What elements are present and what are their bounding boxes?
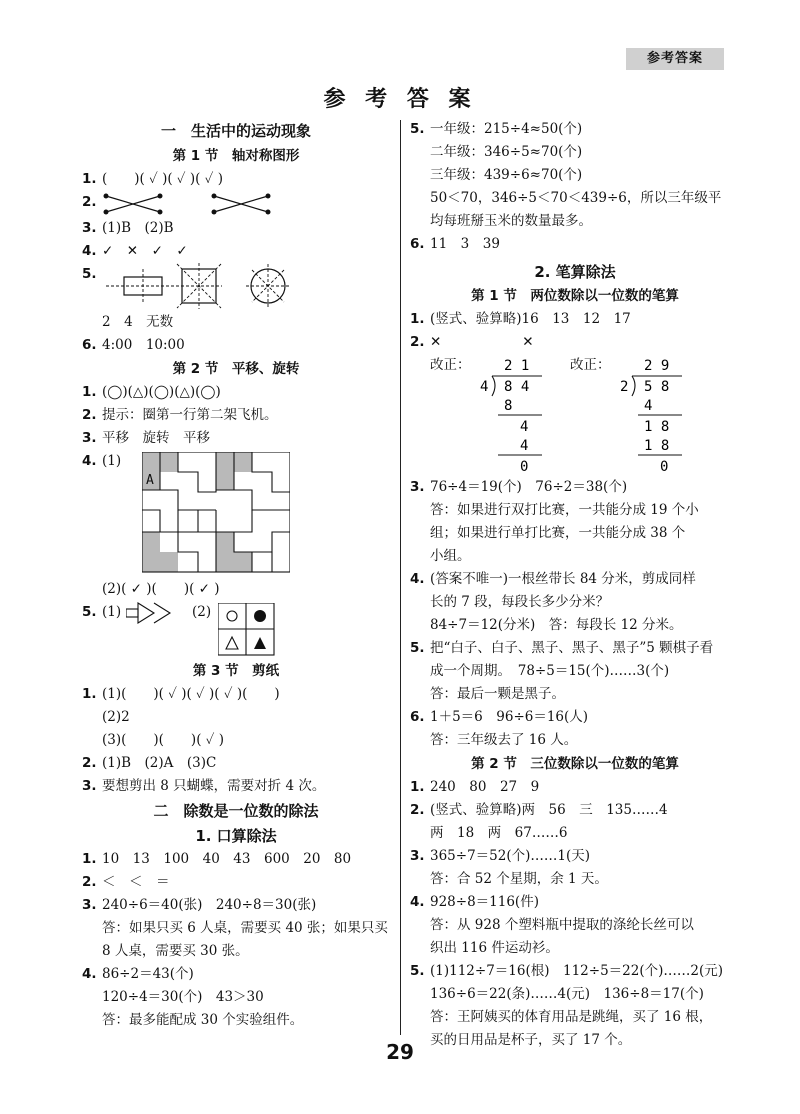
question-number: 5.	[82, 266, 97, 282]
answer-line	[82, 963, 390, 986]
answer-text: (竖式、验算略)16 13 12 17	[430, 311, 631, 327]
answer-line	[410, 960, 740, 983]
answer-text: 买的日用品是杯子，买了 17 个。	[430, 1032, 632, 1048]
answer-line	[410, 614, 740, 637]
remainder: 0	[660, 459, 669, 474]
question-number: 5.	[82, 604, 97, 620]
quotient: 2 9	[644, 358, 670, 374]
subtrahend: 4	[644, 398, 653, 414]
question-number: 1.	[82, 171, 97, 187]
answer-line	[82, 334, 390, 357]
answer-line	[410, 522, 740, 545]
answer-text: (2)2	[102, 709, 130, 725]
answer-text: (1)( )( ✓ )( ✓ )( ✓ )( )	[102, 686, 280, 702]
answer-line	[82, 578, 390, 601]
answer-text: 织出 116 件运动衫。	[430, 940, 559, 956]
answer-text: (1)B (2)B	[102, 220, 174, 236]
question-number: 3.	[410, 848, 425, 864]
question-number: 6.	[410, 709, 425, 725]
answer-text: (竖式、验算略)两 56 三 135……4	[430, 802, 668, 818]
question-number: 3.	[410, 479, 425, 495]
question-number: 1.	[410, 779, 425, 795]
answer-line	[410, 822, 740, 845]
answer-line	[82, 706, 390, 729]
answer-line	[410, 1006, 740, 1029]
correction-label: 改正：	[430, 357, 471, 373]
answer-line	[410, 164, 740, 187]
question-number: 3.	[82, 897, 97, 913]
answer-line	[82, 917, 390, 940]
question-number: 4.	[82, 453, 97, 469]
answer-line	[410, 331, 740, 354]
answer-line	[410, 210, 740, 233]
answer-text: 成一个周期。 78÷5＝15(个)……3(个)	[430, 663, 670, 679]
answer-line	[410, 845, 740, 868]
answer-line	[410, 729, 740, 752]
question-number: 4.	[82, 966, 97, 982]
answer-text: 答：最后一颗是黑子。	[430, 686, 565, 702]
page-number: 29	[386, 1040, 414, 1064]
answer-text: 答：如果只买 6 人桌，需要买 40 张；如果只买	[102, 920, 388, 936]
question-number: 2.	[82, 874, 97, 890]
answer-line	[410, 141, 740, 164]
answer-text: 两 18 两 67……6	[430, 825, 568, 841]
answer-line	[410, 476, 740, 499]
subtrahend: 4	[520, 438, 529, 454]
question-number: 4.	[410, 894, 425, 910]
unit-1-title: 一 生活中的运动现象	[160, 122, 311, 140]
question-number: 6.	[410, 236, 425, 252]
answer-text: 928÷8＝116(件)	[430, 894, 539, 910]
answer-text: ＜ ＜ ＝	[102, 874, 170, 890]
answer-line	[82, 404, 390, 427]
column-divider	[400, 120, 401, 1035]
long-division-1	[458, 354, 558, 474]
answer-line	[82, 894, 390, 917]
question-number: 1.	[82, 686, 97, 702]
answer-line	[410, 187, 740, 210]
question-number: 5.	[410, 640, 425, 656]
answer-line	[82, 848, 390, 871]
answer-text: 均每班掰玉米的数量最多。	[430, 213, 592, 229]
answer-text: 答：三年级去了 16 人。	[430, 732, 578, 748]
divisor: 2	[620, 379, 629, 395]
right-column	[410, 118, 740, 1052]
answer-line	[82, 217, 390, 240]
answer-text: 平移 旋转 平移	[102, 430, 210, 446]
answer-line	[82, 450, 390, 578]
answer-line	[410, 891, 740, 914]
answer-text: 答：如果进行双打比赛，一共能分成 19 个小	[430, 502, 699, 518]
answer-line	[410, 591, 740, 614]
symmetry-axes-figure	[102, 263, 302, 309]
answer-line	[410, 937, 740, 960]
question-number: 1.	[410, 311, 425, 327]
answer-line	[410, 1029, 740, 1052]
section-2-title: 第 2 节 平移、旋转	[172, 361, 300, 377]
right-section-1-title: 第 1 节 两位数除以一位数的笔算	[471, 288, 679, 304]
answer-line	[82, 311, 390, 334]
answer-text: (2)	[192, 604, 212, 620]
answer-text: 120÷4＝30(个) 43＞30	[102, 989, 264, 1005]
dividend: 8 4	[504, 379, 530, 395]
answer-text: 一年级：215÷4≈50(个)	[430, 121, 583, 137]
answer-text: 50＜70，346÷5＜70＜439÷6，所以三年级平	[430, 190, 722, 206]
rotated-arrow-figure	[126, 601, 186, 625]
answer-line	[410, 545, 740, 568]
question-number: 3.	[82, 430, 97, 446]
answer-text: 86÷2＝43(个)	[102, 966, 194, 982]
answer-line	[82, 986, 390, 1009]
answer-line	[410, 914, 740, 937]
answer-line	[410, 118, 740, 141]
answer-text: 提示：圈第一行第二架飞机。	[102, 407, 278, 423]
answer-text: 1＋5＝6 96÷6＝16(人)	[430, 709, 589, 725]
answer-line	[410, 799, 740, 822]
remainder: 0	[520, 459, 529, 474]
answer-text: (1)B (2)A (3)C	[102, 755, 217, 771]
answer-line	[82, 940, 390, 963]
question-number: 5.	[410, 963, 425, 979]
quotient: 2 1	[504, 358, 530, 374]
answer-text: 10 13 100 40 43 600 20 80	[102, 851, 352, 867]
answer-line	[410, 706, 740, 729]
answer-text: ✓ ✕ ✓ ✓	[102, 243, 188, 259]
question-number: 2.	[82, 407, 97, 423]
remainder: 1 8	[644, 419, 670, 435]
subtrahend: 1 8	[644, 438, 670, 454]
long-division-2	[598, 354, 698, 474]
answer-text: 84÷7＝12(分米) 答：每段长 12 分米。	[430, 617, 683, 633]
question-number: 4.	[410, 571, 425, 587]
answer-line	[82, 427, 390, 450]
answer-line	[82, 263, 390, 311]
answer-text: (2)( ✓ )( )( ✓ )	[102, 581, 220, 597]
question-number: 6.	[82, 337, 97, 353]
answer-line	[82, 601, 390, 659]
answer-text: (◯)(△)(◯)(△)(◯)	[102, 384, 221, 400]
answer-line	[410, 983, 740, 1006]
correction-label: 改正：	[570, 357, 611, 373]
answer-text: 长的 7 段，每段长多少分米？	[430, 594, 610, 610]
answer-text: 要想剪出 8 只蝴蝶，需要对折 4 次。	[102, 778, 326, 794]
answer-line	[410, 308, 740, 331]
answer-text: 把“白子、白子、黑子、黑子、黑子”5 颗棋子看	[430, 640, 714, 656]
question-number: 2.	[82, 755, 97, 771]
tiling-figure	[142, 452, 290, 576]
answer-line	[410, 637, 740, 660]
answer-line	[410, 868, 740, 891]
subtrahend: 8	[504, 398, 513, 414]
divisor: 4	[480, 379, 489, 395]
answer-text: 小组。	[430, 548, 471, 564]
right-section-2-title: 第 2 节 三位数除以一位数的笔算	[471, 756, 679, 772]
section-1-title: 第 1 节 轴对称图形	[172, 148, 300, 164]
question-number: 2.	[82, 194, 97, 210]
answer-text: 240÷6＝40(张) 240÷8＝30(张)	[102, 897, 317, 913]
question-number: 5.	[410, 121, 425, 137]
answer-line	[410, 683, 740, 706]
answer-line	[410, 776, 740, 799]
answer-text: (1)	[102, 604, 122, 620]
answer-text: 365÷7＝52(个)……1(天)	[430, 848, 591, 864]
answer-line	[82, 191, 390, 217]
answer-text: 240 80 27 9	[430, 779, 540, 795]
answer-text: 136÷6＝22(条)……4(元) 136÷8＝17(个)	[430, 986, 704, 1002]
left-column	[82, 118, 390, 1032]
question-number: 3.	[82, 778, 97, 794]
answer-line	[82, 683, 390, 706]
answer-line	[82, 871, 390, 894]
answer-text: 2 4 无数	[102, 314, 174, 330]
answer-line	[82, 381, 390, 404]
answer-line	[410, 660, 740, 683]
answer-text: 76÷4＝19(个) 76÷2＝38(个)	[430, 479, 628, 495]
answer-line	[82, 775, 390, 798]
question-number: 3.	[82, 220, 97, 236]
matching-lines-figure	[102, 191, 272, 217]
page-title: 参 考 答 案	[323, 87, 477, 112]
long-division-block	[410, 354, 740, 476]
answer-line	[410, 568, 740, 591]
answer-text: 二年级：346÷5≈70(个)	[430, 144, 583, 160]
section-3-title: 第 3 节 剪纸	[192, 663, 280, 679]
answer-line	[410, 233, 740, 256]
answer-text: 4:00 10:00	[102, 337, 185, 353]
answer-text: ( )( ✓ )( ✓ )( ✓ )	[102, 171, 224, 187]
question-number: 1.	[82, 384, 97, 400]
question-number: 4.	[82, 243, 97, 259]
answer-text: 答：合 52 个星期，余 1 天。	[430, 871, 608, 887]
shape-grid-figure	[218, 603, 278, 659]
answer-text: 8 人桌，需要买 30 张。	[102, 943, 249, 959]
answer-text: 11 3 39	[430, 236, 500, 252]
question-number: 2.	[410, 334, 425, 350]
answer-text: 组；如果进行单打比赛，一共能分成 38 个	[430, 525, 686, 541]
answer-text: 答：从 928 个塑料瓶中提取的涤纶长丝可以	[430, 917, 694, 933]
answer-line	[82, 240, 390, 263]
subunit-2-title: 2. 笔算除法	[534, 263, 616, 281]
tile-label: A	[146, 473, 154, 488]
answer-text: (1)	[102, 453, 122, 469]
remainder: 4	[520, 419, 529, 435]
answer-text: 答：王阿姨买的体育用品是跳绳，买了 16 根，	[430, 1009, 713, 1025]
subunit-1-title: 1. 口算除法	[195, 827, 277, 845]
answer-text: (1)112÷7＝16(根) 112÷5＝22(个)……2(元)	[430, 963, 724, 979]
answer-text: 答：最多能配成 30 个实验组件。	[102, 1012, 304, 1028]
answer-text: (答案不唯一)一根丝带长 84 分米，剪成同样	[430, 571, 696, 587]
answer-line	[82, 729, 390, 752]
answer-line	[82, 168, 390, 191]
answer-line	[410, 499, 740, 522]
question-number: 2.	[410, 802, 425, 818]
unit-2-title: 二 除数是一位数的除法	[153, 802, 319, 820]
answer-text: ✕ ✕	[430, 334, 534, 350]
answer-line	[82, 1009, 390, 1032]
question-number: 1.	[82, 851, 97, 867]
answer-text: (3)( )( )( ✓ )	[102, 732, 225, 748]
answer-text: 三年级：439÷6≈70(个)	[430, 167, 583, 183]
answer-line	[82, 752, 390, 775]
dividend: 5 8	[644, 379, 670, 395]
answer-key-tag: 参考答案	[626, 48, 724, 70]
